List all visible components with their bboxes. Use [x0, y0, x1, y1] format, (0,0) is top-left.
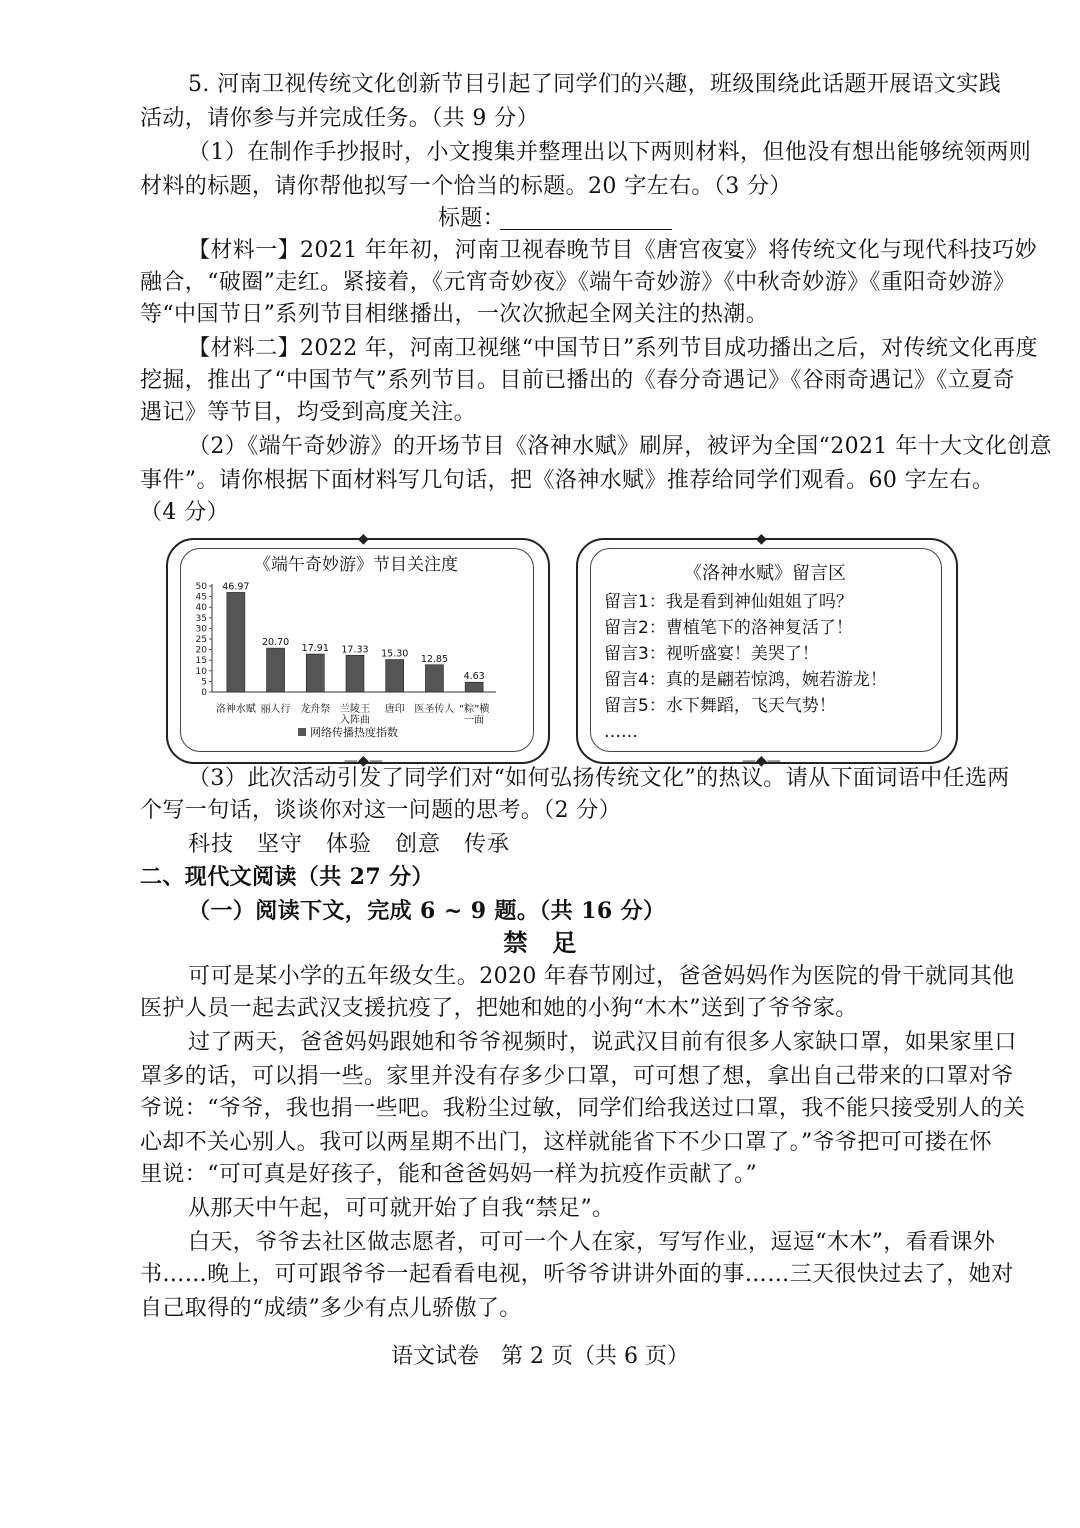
legend-swatch — [298, 728, 306, 736]
x-tick-label: 医圣传人 — [414, 704, 455, 715]
y-tick-label: 25 — [195, 635, 207, 645]
bar-value-label: 12.85 — [420, 653, 449, 665]
material2-line2: 挖掘，推出了“中国节气”系列节目。目前已播出的《春分奇遇记》《谷雨奇遇记》《立夏奇 — [140, 368, 1015, 393]
bar-chart — [186, 552, 526, 752]
comment-item-3 — [604, 642, 819, 666]
comment-item-1 — [604, 590, 853, 614]
story-p4-line1: 白天，爷爷去社区做志愿者，可可一个人在家，写写作业，逗逗“木木”，看看课外 — [188, 1230, 996, 1255]
y-tick-label: 20 — [195, 645, 207, 656]
x-tick-label: “粽”横 — [458, 704, 490, 715]
comment-text: 视听盛宴！美哭了！ — [665, 644, 819, 664]
chart — [186, 552, 526, 752]
q5-2-line1: （2）《端午奇妙游》的开场节目《洛神水赋》刷屏，被评为全国“2021 年十大文化创意 — [188, 434, 1053, 459]
word-choices: 科技 坚守 体验 创意 传承 — [188, 832, 511, 857]
comment-tag: 留言5： — [604, 696, 666, 716]
y-tick-label: 45 — [195, 592, 207, 603]
q5-line1: 5. 河南卫视传统文化创新节目引起了同学们的兴趣，班级围绕此话题开展语文实践 — [188, 72, 1002, 97]
material1-line2: 融合，“破圈”走红。紧接着，《元宵奇妙夜》《端午奇妙游》《中秋奇妙游》《重阳奇妙游》 — [140, 270, 1016, 295]
comment-text: 我是看到神仙姐姐了吗？ — [665, 592, 853, 612]
story-p3: 从那天中午起，可可就开始了自我“禁足”。 — [188, 1196, 615, 1221]
bar-value-label: 17.33 — [341, 644, 369, 656]
section2-heading: 二、现代文阅读（共 27 分） — [140, 864, 434, 890]
bar — [386, 660, 404, 692]
q5-1-line1: （1）在制作手抄报时，小文搜集并整理出以下两则材料，但他没有想出能够统领两则 — [188, 140, 1032, 165]
y-tick-label: 30 — [195, 624, 207, 635]
story-p2-line5: 里说：“可可真是好孩子，能和爸爸妈妈一样为抗疫作贡献了。” — [140, 1162, 758, 1187]
comment-tag: 留言2： — [604, 618, 666, 638]
chart-frame-ornament-bottom: —◆— — [344, 753, 383, 769]
y-tick-label: 35 — [195, 613, 207, 624]
bar — [425, 665, 443, 692]
comment-tag: 留言1： — [604, 592, 666, 612]
story-p2-line1: 过了两天，爸爸妈妈跟她和爷爷视频时，说武汉目前有很多人家缺口罩，如果家里口 — [188, 1030, 1017, 1055]
comment-item-2 — [604, 616, 853, 640]
bar-value-label: 4.63 — [463, 671, 485, 683]
story-p4-line3: 自己取得的“成绩”多少有点儿骄傲了。 — [140, 1296, 522, 1321]
comment-item-4 — [604, 668, 887, 692]
comment-item-5 — [604, 694, 836, 718]
story-p4-line2: 书……晚上，可可跟爷爷一起看看电视，听爷爷讲讲外面的事……三天很快过去了，她对 — [140, 1262, 1014, 1287]
comment-tag: 留言4： — [604, 670, 666, 690]
material1-line1: 【材料一】2021 年年初，河南卫视春晚节目《唐宫夜宴》将传统文化与现代科技巧妙 — [188, 238, 1037, 263]
bar-value-label: 46.97 — [222, 581, 250, 593]
bar — [346, 655, 364, 692]
story-p1-line1: 可可是某小学的五年级女生。2020 年春节刚过，爸爸妈妈作为医院的骨干就同其他 — [188, 964, 1015, 989]
bar-value-label: 17.91 — [301, 643, 329, 655]
material2-line3: 遇记》等节目，均受到高度关注。 — [140, 400, 477, 425]
story-p1-line2: 医护人员一起去武汉支援抗疫了，把她和她的小狗“木木”送到了爷爷家。 — [140, 996, 858, 1021]
comment-frame-ornament-top: —◆— — [742, 531, 781, 547]
chart-frame-ornament-top: —◆— — [344, 531, 383, 547]
q5-1-line2: 材料的标题，请你帮他拟写一个恰当的标题。20 字左右。（3 分） — [140, 174, 792, 199]
material1-line3: 等“中国节日”系列节目相继播出，一次次掀起全网关注的热潮。 — [140, 302, 769, 327]
comment-text: 曹植笔下的洛神复活了！ — [665, 618, 853, 638]
section2-subheading: （一）阅读下文，完成 6 ~ 9 题。（共 16 分） — [188, 898, 666, 924]
comment-section-title: 《洛神水赋》留言区 — [684, 563, 846, 584]
y-tick-label: 5 — [201, 677, 207, 688]
y-tick-label: 40 — [195, 603, 207, 614]
comment-text: 真的是翩若惊鸿，婉若游龙！ — [665, 670, 887, 690]
y-tick-label: 0 — [201, 688, 207, 698]
x-tick-label: 龙舟祭 — [300, 704, 331, 715]
y-tick-label: 15 — [195, 656, 207, 667]
material2-line1: 【材料二】2022 年，河南卫视继“中国节日”系列节目成功播出之后，对传统文化再度 — [188, 336, 1038, 361]
story-p2-line4: 心却不关心别人。我可以两星期不出门，这样就能省下不少口罩了。”爷爷把可可搂在怀 — [140, 1130, 992, 1155]
x-tick-label: 一面 — [464, 715, 485, 726]
y-tick-label: 10 — [195, 666, 207, 677]
title-answer-blank[interactable] — [500, 229, 672, 230]
bar — [267, 648, 285, 692]
comment-ellipsis: …… — [604, 722, 638, 742]
story-p2-line2: 罩多的话，可以捐一些。家里并没有存多少口罩，可可想了想，拿出自己带来的口罩对爷 — [140, 1064, 1014, 1089]
bar-value-label: 15.30 — [381, 648, 409, 660]
q5-line2: 活动，请你参与并完成任务。（共 9 分） — [140, 106, 539, 131]
chart-title: 《端午奇妙游》节目关注度 — [254, 555, 458, 575]
x-tick-label: 唐印 — [384, 704, 405, 715]
x-tick-label: 入阵曲 — [340, 715, 370, 726]
story-title: 禁 足 — [503, 928, 577, 957]
x-tick-label: 洛神水赋 — [215, 704, 256, 715]
bar — [465, 682, 483, 692]
legend-label: 网络传播热度指数 — [310, 726, 398, 739]
title-label: 标题： — [438, 206, 506, 231]
bar-value-label: 20.70 — [261, 637, 290, 649]
q5-2-line2: 事件”。请你根据下面材料写几句话，把《洛神水赋》推荐给同学们观看。60 字左右。 — [140, 468, 995, 493]
comment-tag: 留言3： — [604, 644, 666, 664]
comment-frame-ornament-bottom: —◆— — [742, 753, 781, 769]
page-footer: 语文试卷 第 2 页（共 6 页） — [391, 1344, 689, 1369]
story-p2-line3: 爷说：“爷爷，我也捐一些吧。我粉尘过敏，同学们给我送过口罩，我不能只接受别人的关 — [140, 1096, 1026, 1121]
y-tick-label: 50 — [195, 582, 207, 592]
bar — [306, 654, 324, 692]
q5-3-line2: 个写一句话，谈谈你对这一问题的思考。（2 分） — [140, 798, 622, 823]
x-tick-label: 兰陵王 — [340, 704, 370, 715]
x-tick-label: 丽人行 — [260, 704, 291, 715]
comment-text: 水下舞蹈，飞天气势！ — [665, 696, 836, 716]
q5-2-line3: （4 分） — [140, 500, 229, 525]
bar — [227, 592, 245, 692]
q5-3-line1: （3）此次活动引发了同学们对“如何弘扬传统文化”的热议。请从下面词语中任选两 — [188, 766, 1010, 791]
